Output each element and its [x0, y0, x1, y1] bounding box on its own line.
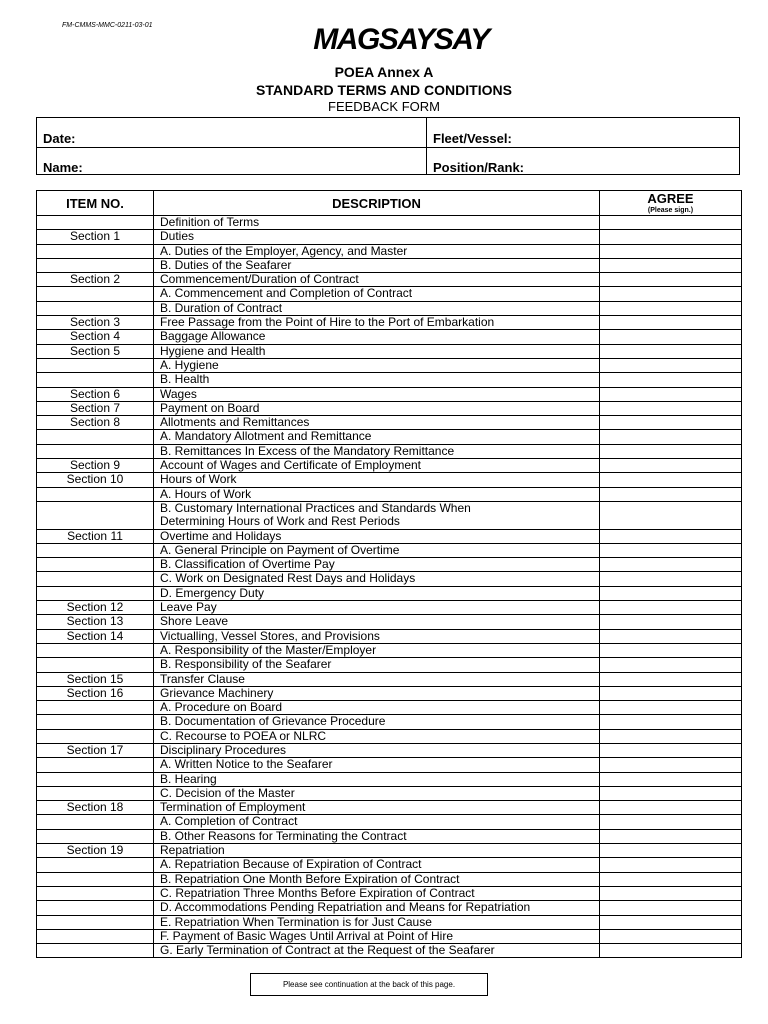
- description-cell: A. General Principle on Payment of Overtime: [154, 543, 600, 557]
- agree-signature-cell[interactable]: [600, 815, 742, 829]
- table-row: [37, 316, 742, 330]
- agree-signature-cell[interactable]: [600, 829, 742, 843]
- table-row: [37, 601, 742, 615]
- table-row: [37, 330, 742, 344]
- description-cell: A. Hygiene: [154, 358, 600, 372]
- description-cell: A. Duties of the Employer, Agency, and Master: [154, 244, 600, 258]
- description-cell: A. Responsibility of the Master/Employer: [154, 643, 600, 657]
- agree-signature-cell[interactable]: [600, 772, 742, 786]
- description-cell: A. Repatriation Because of Expiration of Contract: [154, 858, 600, 872]
- agree-signature-cell[interactable]: [600, 844, 742, 858]
- table-row: [37, 701, 742, 715]
- description-cell: Baggage Allowance: [154, 330, 600, 344]
- table-row: [37, 358, 742, 372]
- agree-signature-cell[interactable]: [600, 387, 742, 401]
- item-no-cell: Section 18: [37, 801, 154, 815]
- description-cell: D. Accommodations Pending Repatriation and Means for Repatriation: [154, 901, 600, 915]
- table-row: [37, 686, 742, 700]
- table-row: [37, 944, 742, 958]
- agree-signature-cell[interactable]: [600, 886, 742, 900]
- agree-signature-cell[interactable]: [600, 230, 742, 244]
- description-cell: B. Documentation of Grievance Procedure: [154, 715, 600, 729]
- table-header-row: [37, 191, 742, 216]
- agree-signature-cell[interactable]: [600, 358, 742, 372]
- item-no-cell: [37, 758, 154, 772]
- table-row: [37, 216, 742, 230]
- table-row: [37, 459, 742, 473]
- table-row: [37, 886, 742, 900]
- info-divider-horizontal: [37, 147, 739, 148]
- name-field-label: Name:: [43, 160, 83, 175]
- table-row: [37, 572, 742, 586]
- agree-signature-cell[interactable]: [600, 316, 742, 330]
- description-cell: Transfer Clause: [154, 672, 600, 686]
- description-cell: [154, 501, 600, 529]
- table-row: [37, 758, 742, 772]
- description-cell: Termination of Employment: [154, 801, 600, 815]
- agree-signature-cell[interactable]: [600, 473, 742, 487]
- item-no-cell: [37, 487, 154, 501]
- table-row: [37, 586, 742, 600]
- item-no-cell: [37, 430, 154, 444]
- item-no-cell: Section 1: [37, 230, 154, 244]
- item-no-cell: [37, 701, 154, 715]
- agree-signature-cell[interactable]: [600, 543, 742, 557]
- item-no-cell: Section 4: [37, 330, 154, 344]
- table-row: [37, 801, 742, 815]
- table-row: [37, 244, 742, 258]
- table-row: [37, 387, 742, 401]
- description-cell: G. Early Termination of Contract at the Request of the Seafarer: [154, 944, 600, 958]
- agree-signature-cell[interactable]: [600, 373, 742, 387]
- table-row: [37, 929, 742, 943]
- table-row: [37, 786, 742, 800]
- description-cell: B. Classification of Overtime Pay: [154, 558, 600, 572]
- table-row: [37, 672, 742, 686]
- item-no-cell: [37, 373, 154, 387]
- description-cell: B. Hearing: [154, 772, 600, 786]
- description-cell: Payment on Board: [154, 401, 600, 415]
- position-rank-field-label: Position/Rank:: [433, 160, 525, 175]
- description-cell: Overtime and Holidays: [154, 529, 600, 543]
- agree-signature-cell[interactable]: [600, 216, 742, 230]
- item-no-cell: [37, 501, 154, 529]
- item-no-cell: [37, 444, 154, 458]
- description-cell: Duties: [154, 230, 600, 244]
- description-cell: A. Mandatory Allotment and Remittance: [154, 430, 600, 444]
- company-logo: MAGSAYSAY: [313, 23, 489, 56]
- agree-signature-cell[interactable]: [600, 273, 742, 287]
- agree-signature-cell[interactable]: [600, 715, 742, 729]
- item-no-cell: [37, 258, 154, 272]
- table-row: [37, 401, 742, 415]
- agree-signature-cell[interactable]: [600, 344, 742, 358]
- description-cell: A. Written Notice to the Seafarer: [154, 758, 600, 772]
- agree-signature-cell[interactable]: [600, 330, 742, 344]
- item-no-cell: [37, 901, 154, 915]
- item-no-cell: Section 5: [37, 344, 154, 358]
- table-row: [37, 815, 742, 829]
- description-cell: B. Duties of the Seafarer: [154, 258, 600, 272]
- description-cell: B. Other Reasons for Terminating the Contract: [154, 829, 600, 843]
- agree-header-note: (Please sign.): [647, 206, 694, 214]
- item-no-cell: [37, 886, 154, 900]
- agree-signature-cell[interactable]: [600, 901, 742, 915]
- description-cell: D. Emergency Duty: [154, 586, 600, 600]
- agree-signature-cell[interactable]: [600, 501, 742, 529]
- agree-signature-cell[interactable]: [600, 258, 742, 272]
- item-no-header: ITEM NO.: [37, 191, 154, 216]
- item-no-cell: [37, 915, 154, 929]
- table-row: [37, 772, 742, 786]
- table-row: [37, 658, 742, 672]
- table-row: [37, 543, 742, 557]
- table-row: [37, 715, 742, 729]
- agree-signature-cell[interactable]: [600, 601, 742, 615]
- agree-signature-cell[interactable]: [600, 572, 742, 586]
- agree-signature-cell[interactable]: [600, 743, 742, 757]
- item-no-cell: [37, 715, 154, 729]
- agree-signature-cell[interactable]: [600, 586, 742, 600]
- table-row: [37, 487, 742, 501]
- description-cell: Hygiene and Health: [154, 344, 600, 358]
- item-no-cell: [37, 786, 154, 800]
- item-no-cell: Section 9: [37, 459, 154, 473]
- agree-signature-cell[interactable]: [600, 758, 742, 772]
- info-fields-box: [36, 117, 740, 175]
- item-no-cell: [37, 358, 154, 372]
- item-no-cell: [37, 287, 154, 301]
- agree-signature-cell[interactable]: [600, 658, 742, 672]
- item-no-cell: [37, 729, 154, 743]
- description-cell: B. Health: [154, 373, 600, 387]
- agree-signature-cell[interactable]: [600, 672, 742, 686]
- description-cell: C. Repatriation Three Months Before Expiration of Contract: [154, 886, 600, 900]
- item-no-cell: [37, 643, 154, 657]
- item-no-cell: Section 3: [37, 316, 154, 330]
- continuation-note: Please see continuation at the back of this page.: [250, 973, 488, 996]
- item-no-cell: [37, 772, 154, 786]
- agree-signature-cell[interactable]: [600, 487, 742, 501]
- table-row: [37, 829, 742, 843]
- item-no-cell: [37, 829, 154, 843]
- agree-signature-cell[interactable]: [600, 430, 742, 444]
- description-cell: Leave Pay: [154, 601, 600, 615]
- table-row: [37, 501, 742, 529]
- item-no-cell: [37, 815, 154, 829]
- description-cell: A. Hours of Work: [154, 487, 600, 501]
- description-cell: Hours of Work: [154, 473, 600, 487]
- description-cell: Commencement/Duration of Contract: [154, 273, 600, 287]
- agree-signature-cell[interactable]: [600, 858, 742, 872]
- table-row: [37, 915, 742, 929]
- description-cell: Free Passage from the Point of Hire to the Port of Embarkation: [154, 316, 600, 330]
- agree-signature-cell[interactable]: [600, 872, 742, 886]
- item-no-cell: [37, 572, 154, 586]
- table-row: [37, 373, 742, 387]
- agree-signature-cell[interactable]: [600, 801, 742, 815]
- agree-signature-cell[interactable]: [600, 915, 742, 929]
- description-cell: F. Payment of Basic Wages Until Arrival at Point of Hire: [154, 929, 600, 943]
- agree-signature-cell[interactable]: [600, 786, 742, 800]
- table-row: [37, 629, 742, 643]
- description-cell: Definition of Terms: [154, 216, 600, 230]
- agree-signature-cell[interactable]: [600, 301, 742, 315]
- agree-signature-cell[interactable]: [600, 287, 742, 301]
- info-divider-vertical: [426, 118, 427, 174]
- table-row: [37, 844, 742, 858]
- item-no-cell: [37, 558, 154, 572]
- table-row: [37, 273, 742, 287]
- table-row: [37, 615, 742, 629]
- agree-signature-cell[interactable]: [600, 558, 742, 572]
- table-row: [37, 430, 742, 444]
- item-no-cell: Section 10: [37, 473, 154, 487]
- item-no-cell: [37, 244, 154, 258]
- item-no-cell: Section 8: [37, 416, 154, 430]
- description-header: DESCRIPTION: [154, 191, 600, 216]
- description-line: B. Customary International Practices and Standards When: [160, 500, 471, 515]
- item-no-cell: [37, 658, 154, 672]
- item-no-cell: Section 2: [37, 273, 154, 287]
- description-cell: A. Completion of Contract: [154, 815, 600, 829]
- description-cell: Repatriation: [154, 844, 600, 858]
- agree-signature-cell[interactable]: [600, 629, 742, 643]
- agree-signature-cell[interactable]: [600, 615, 742, 629]
- item-no-cell: Section 7: [37, 401, 154, 415]
- description-cell: Disciplinary Procedures: [154, 743, 600, 757]
- description-cell: Account of Wages and Certificate of Employment: [154, 459, 600, 473]
- agree-header-label: AGREE: [647, 190, 694, 206]
- item-no-cell: [37, 929, 154, 943]
- agree-signature-cell[interactable]: [600, 929, 742, 943]
- table-row: [37, 901, 742, 915]
- agree-signature-cell[interactable]: [600, 686, 742, 700]
- agree-signature-cell[interactable]: [600, 244, 742, 258]
- agree-signature-cell[interactable]: [600, 444, 742, 458]
- description-cell: A. Procedure on Board: [154, 701, 600, 715]
- description-cell: Shore Leave: [154, 615, 600, 629]
- item-no-cell: Section 19: [37, 844, 154, 858]
- document-subtitle: STANDARD TERMS AND CONDITIONS: [256, 82, 512, 98]
- item-no-cell: [37, 858, 154, 872]
- item-no-cell: Section 12: [37, 601, 154, 615]
- table-row: [37, 344, 742, 358]
- item-no-cell: Section 11: [37, 529, 154, 543]
- item-no-cell: Section 17: [37, 743, 154, 757]
- description-cell: Allotments and Remittances: [154, 416, 600, 430]
- agree-signature-cell[interactable]: [600, 643, 742, 657]
- table-row: [37, 444, 742, 458]
- item-no-cell: Section 14: [37, 629, 154, 643]
- agree-signature-cell[interactable]: [600, 529, 742, 543]
- agree-signature-cell[interactable]: [600, 416, 742, 430]
- description-cell: B. Remittances In Excess of the Mandatory Remittance: [154, 444, 600, 458]
- table-row: [37, 858, 742, 872]
- description-cell: Victualling, Vessel Stores, and Provisions: [154, 629, 600, 643]
- item-no-cell: [37, 216, 154, 230]
- table-row: [37, 743, 742, 757]
- table-row: [37, 558, 742, 572]
- table-row: [37, 529, 742, 543]
- item-no-cell: [37, 543, 154, 557]
- item-no-cell: [37, 872, 154, 886]
- agree-signature-cell[interactable]: [600, 944, 742, 958]
- description-cell: B. Responsibility of the Seafarer: [154, 658, 600, 672]
- form-code: FM-CMMS-MMC-0211-03-01: [62, 22, 153, 29]
- description-cell: C. Recourse to POEA or NLRC: [154, 729, 600, 743]
- table-row: [37, 643, 742, 657]
- terms-table: [36, 190, 742, 958]
- agree-signature-cell[interactable]: [600, 701, 742, 715]
- document-title: POEA Annex A: [334, 64, 434, 80]
- table-row: [37, 416, 742, 430]
- item-no-cell: Section 16: [37, 686, 154, 700]
- item-no-cell: [37, 301, 154, 315]
- table-row: [37, 258, 742, 272]
- agree-header: [600, 191, 742, 216]
- description-cell: Grievance Machinery: [154, 686, 600, 700]
- table-row: [37, 287, 742, 301]
- date-field-label: Date:: [43, 131, 76, 146]
- description-cell: B. Repatriation One Month Before Expiration of Contract: [154, 872, 600, 886]
- description-cell: B. Duration of Contract: [154, 301, 600, 315]
- description-cell: Wages: [154, 387, 600, 401]
- table-row: [37, 230, 742, 244]
- item-no-cell: [37, 944, 154, 958]
- description-cell: C. Decision of the Master: [154, 786, 600, 800]
- table-body: [37, 216, 742, 958]
- item-no-cell: Section 15: [37, 672, 154, 686]
- table-row: [37, 872, 742, 886]
- agree-signature-cell[interactable]: [600, 401, 742, 415]
- form-type: FEEDBACK FORM: [328, 99, 440, 114]
- table-row: [37, 473, 742, 487]
- description-cell: C. Work on Designated Rest Days and Holidays: [154, 572, 600, 586]
- description-cell: E. Repatriation When Termination is for Just Cause: [154, 915, 600, 929]
- agree-signature-cell[interactable]: [600, 459, 742, 473]
- table-row: [37, 729, 742, 743]
- agree-signature-cell[interactable]: [600, 729, 742, 743]
- description-cell: A. Commencement and Completion of Contract: [154, 287, 600, 301]
- item-no-cell: Section 13: [37, 615, 154, 629]
- description-line: Determining Hours of Work and Rest Periods: [160, 514, 400, 529]
- table-row: [37, 301, 742, 315]
- item-no-cell: [37, 586, 154, 600]
- fleet-vessel-field-label: Fleet/Vessel:: [433, 131, 512, 146]
- item-no-cell: Section 6: [37, 387, 154, 401]
